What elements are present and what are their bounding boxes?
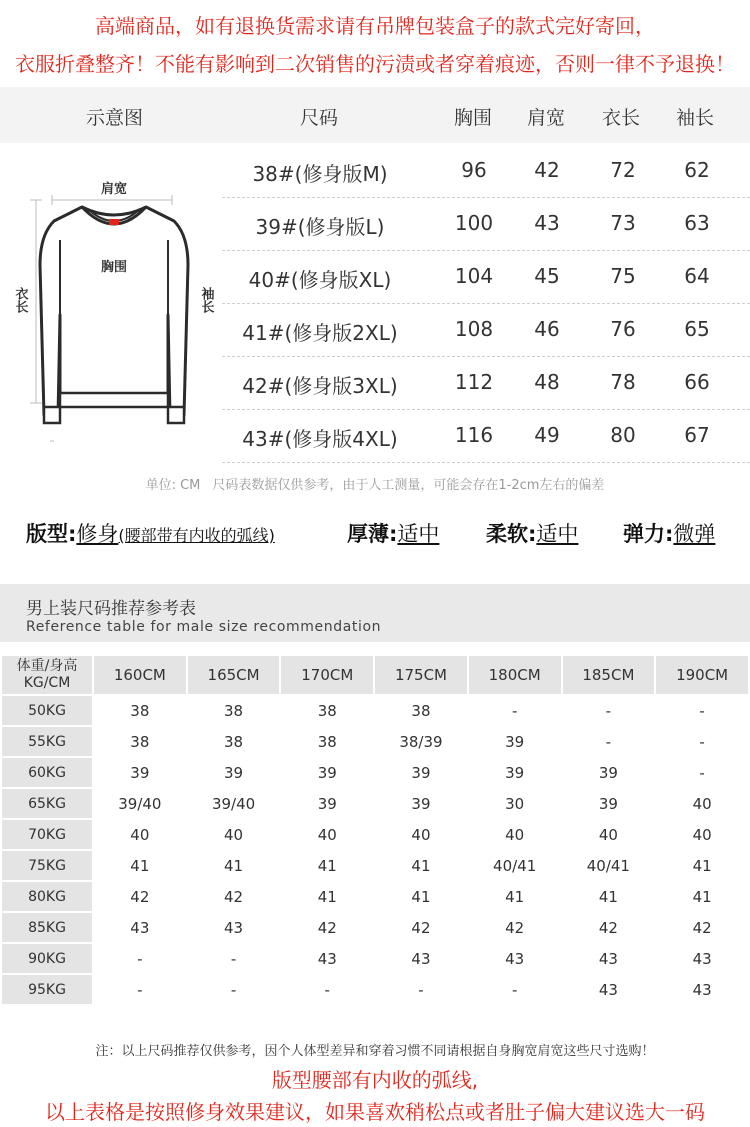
sleeve-value: 65 — [684, 317, 710, 341]
size-cell: 40 — [317, 825, 337, 844]
table-row — [2, 975, 748, 1004]
size-cell: 39 — [598, 763, 618, 782]
sweater-diagram — [10, 145, 222, 463]
size-label: 43#(修身版4XL) — [242, 427, 398, 451]
diagram-label-sleeve: 袖长 — [198, 287, 214, 313]
footer-note: 注：以上尺码推荐仅供参考，因个人体型差异和穿着习惯不同请根据自身胸宽肩宽这些尺寸选购！ — [95, 1044, 655, 1059]
height-header: 190CM — [656, 656, 748, 694]
row-divider — [222, 303, 750, 304]
weight-cell: 80KG — [2, 882, 92, 911]
header-shoulder: 肩宽 — [527, 107, 566, 129]
size-cell: 43 — [130, 918, 150, 937]
row-divider — [222, 356, 750, 357]
fit-detail: (腰部带有内收的弧线) — [118, 526, 275, 545]
corner-line-2: KG/CM — [23, 675, 71, 691]
size-cell: 40/41 — [493, 856, 537, 875]
chest-value: 112 — [454, 370, 494, 394]
size-cell: 39 — [411, 763, 431, 782]
unit-label: 单位: CM — [145, 478, 201, 493]
diagram-label-shoulder: 肩宽 — [100, 182, 128, 197]
shoulder-value: 46 — [534, 317, 560, 341]
weight-cell: 85KG — [2, 913, 92, 942]
length-value: 76 — [610, 317, 636, 341]
table-row — [2, 944, 748, 973]
table-header-row — [2, 656, 748, 694]
size-cell: 40 — [692, 794, 712, 813]
size-cell: 38 — [224, 701, 244, 720]
size-cell: 41 — [317, 887, 337, 906]
row-divider — [222, 462, 750, 463]
size-cell: 38 — [130, 701, 150, 720]
size-label: 40#(修身版XL) — [248, 268, 392, 292]
footer-line-2: 以上表格是按照修身效果建议，如果喜欢稍松点或者肚子偏大建议选大一码 — [45, 1100, 705, 1124]
height-header: 160CM — [94, 656, 186, 694]
recommendation-header — [0, 584, 750, 642]
chest-value: 108 — [454, 317, 494, 341]
size-cell: 40 — [692, 825, 712, 844]
weight-cell: 75KG — [2, 851, 92, 880]
elasticity-value: 微弹 — [673, 522, 716, 546]
recommendation-table — [0, 654, 750, 1006]
size-cell: 43 — [692, 980, 712, 999]
height-header: 185CM — [563, 656, 655, 694]
weight-cell: 60KG — [2, 758, 92, 787]
table-row — [2, 727, 748, 756]
table-row — [2, 820, 748, 849]
weight-cell: 70KG — [2, 820, 92, 849]
table-row — [2, 882, 748, 911]
size-cell: 38 — [130, 732, 150, 751]
size-cell: 42 — [505, 918, 525, 937]
chest-value: 104 — [454, 264, 494, 288]
size-cell: 41 — [411, 887, 431, 906]
size-cell: - — [511, 980, 518, 999]
size-cell: 39 — [317, 763, 337, 782]
size-cell: 41 — [130, 856, 150, 875]
size-cell: 41 — [411, 856, 431, 875]
size-cell: - — [605, 701, 612, 720]
size-cell: 39/40 — [211, 794, 256, 813]
size-cell: - — [511, 701, 518, 720]
size-cell: 43 — [505, 949, 525, 968]
recommendation-title: 男上装尺码推荐参考表 — [26, 599, 196, 619]
recommendation-subtitle: Reference table for male size recommendation — [26, 619, 382, 635]
header-diagram: 示意图 — [86, 107, 144, 129]
row-divider — [222, 250, 750, 251]
size-cell: 42 — [598, 918, 618, 937]
trait-softness — [486, 518, 578, 548]
size-label: 38#(修身版M) — [252, 162, 388, 186]
size-cell: 41 — [692, 856, 712, 875]
weight-cell: 65KG — [2, 789, 92, 818]
size-cell: - — [699, 701, 705, 720]
height-header: 170CM — [281, 656, 373, 694]
size-label: 42#(修身版3XL) — [242, 374, 398, 398]
size-cell: 42 — [224, 887, 244, 906]
size-label: 39#(修身版L) — [255, 215, 385, 239]
footer-line-1: 版型腰部有内收的弧线, — [271, 1068, 479, 1092]
table-row — [2, 913, 748, 942]
size-cell: 40 — [411, 825, 431, 844]
header-size: 尺码 — [300, 107, 339, 129]
shoulder-value: 45 — [534, 264, 560, 288]
size-cell: - — [324, 980, 330, 999]
weight-cell: 90KG — [2, 944, 92, 973]
table-row — [2, 758, 748, 787]
header-chest: 胸围 — [454, 107, 493, 129]
header-sleeve: 袖长 — [676, 107, 715, 129]
fabric-traits — [0, 518, 750, 554]
row-divider — [222, 409, 750, 410]
thickness-value: 适中 — [397, 522, 440, 546]
size-cell: 39 — [224, 763, 244, 782]
size-cell: 41 — [317, 856, 337, 875]
trait-thickness — [347, 518, 439, 548]
size-cell: 42 — [130, 887, 150, 906]
size-cell: 40 — [505, 825, 525, 844]
sleeve-value: 67 — [684, 423, 710, 447]
size-cell: 39/40 — [118, 794, 162, 813]
size-cell: 38/39 — [399, 732, 443, 751]
trait-elasticity — [623, 518, 715, 548]
measurement-disclaimer: 尺码表数据仅供参考，由于人工测量，可能会存在1-2cm左右的偏差 — [212, 478, 605, 493]
size-cell: 41 — [692, 887, 712, 906]
shoulder-value: 48 — [534, 370, 560, 394]
softness-key: 柔软: — [486, 522, 537, 546]
weight-cell: 50KG — [2, 696, 92, 725]
size-cell: 42 — [692, 918, 712, 937]
size-label: 41#(修身版2XL) — [242, 321, 398, 345]
size-cell: 39 — [411, 794, 431, 813]
height-header: 175CM — [375, 656, 467, 694]
size-cell: 38 — [224, 732, 244, 751]
table-row — [2, 789, 748, 818]
sweater-illustration — [10, 145, 222, 463]
size-cell: - — [230, 980, 237, 999]
weight-cell: 95KG — [2, 975, 92, 1004]
chest-value: 100 — [454, 211, 494, 235]
size-cell: - — [137, 980, 143, 999]
length-value: 75 — [610, 264, 636, 288]
size-cell: 43 — [224, 918, 244, 937]
size-cell: 43 — [411, 949, 431, 968]
size-cell: 41 — [598, 887, 618, 906]
header-length: 衣长 — [602, 107, 641, 129]
chest-value: 116 — [454, 423, 494, 447]
elasticity-key: 弹力: — [623, 522, 674, 546]
size-cell: 39 — [130, 763, 150, 782]
thickness-key: 厚薄: — [347, 522, 398, 546]
size-cell: 40 — [130, 825, 150, 844]
measurement-note — [0, 474, 750, 493]
length-value: 73 — [610, 211, 636, 235]
shoulder-value: 43 — [534, 211, 560, 235]
weight-cell: 55KG — [2, 727, 92, 756]
length-value: 80 — [610, 423, 636, 447]
diagram-label-chest: 胸围 — [100, 260, 128, 275]
table-row — [2, 696, 748, 725]
diagram-label-length: 衣长 — [12, 287, 28, 313]
size-cell: 38 — [317, 732, 337, 751]
row-divider — [222, 197, 750, 198]
return-notice-line-2: 衣服折叠整齐！不能有影响到二次销售的污渍或者穿着痕迹，否则一律不予退换！ — [15, 52, 735, 76]
size-cell: 40/41 — [586, 856, 630, 875]
shoulder-value: 42 — [534, 158, 560, 182]
size-cell: 38 — [317, 701, 337, 720]
size-cell: - — [605, 732, 612, 751]
size-cell: 39 — [505, 732, 525, 751]
size-cell: 42 — [411, 918, 431, 937]
size-cell: 39 — [317, 794, 337, 813]
size-cell: 43 — [317, 949, 337, 968]
sleeve-value: 63 — [684, 211, 710, 235]
return-notice-line-1: 高端商品，如有退换货需求请有吊牌包装盒子的款式完好寄回， — [95, 14, 655, 38]
height-header: 165CM — [188, 656, 280, 694]
size-cell: 39 — [505, 763, 525, 782]
size-cell: 39 — [598, 794, 618, 813]
corner-cell — [2, 656, 92, 694]
size-cell: - — [699, 763, 705, 782]
chest-value: 96 — [461, 158, 487, 182]
size-cell: 43 — [692, 949, 712, 968]
size-cell: 38 — [411, 701, 431, 720]
size-cell: 30 — [505, 794, 525, 813]
size-cell: - — [418, 980, 424, 999]
corner-line-1: 体重/身高 — [16, 658, 78, 674]
size-cell: 42 — [317, 918, 337, 937]
size-cell: - — [230, 949, 237, 968]
trait-fit — [26, 518, 275, 548]
size-table-header — [0, 87, 750, 143]
fit-value: 修身 — [76, 522, 119, 546]
length-value: 72 — [610, 158, 636, 182]
size-cell: 41 — [505, 887, 525, 906]
size-cell: 43 — [598, 980, 618, 999]
table-row — [2, 851, 748, 880]
fit-key: 版型: — [26, 522, 77, 546]
softness-value: 适中 — [536, 522, 579, 546]
sleeve-value: 66 — [684, 370, 710, 394]
sleeve-value: 64 — [684, 264, 710, 288]
size-cell: 40 — [224, 825, 244, 844]
size-cell: - — [137, 949, 143, 968]
size-cell: 40 — [598, 825, 618, 844]
sleeve-value: 62 — [684, 158, 710, 182]
size-cell: 43 — [598, 949, 618, 968]
size-cell: 41 — [224, 856, 244, 875]
shoulder-value: 49 — [534, 423, 560, 447]
length-value: 78 — [610, 370, 636, 394]
size-cell: - — [699, 732, 705, 751]
height-header: 180CM — [469, 656, 561, 694]
